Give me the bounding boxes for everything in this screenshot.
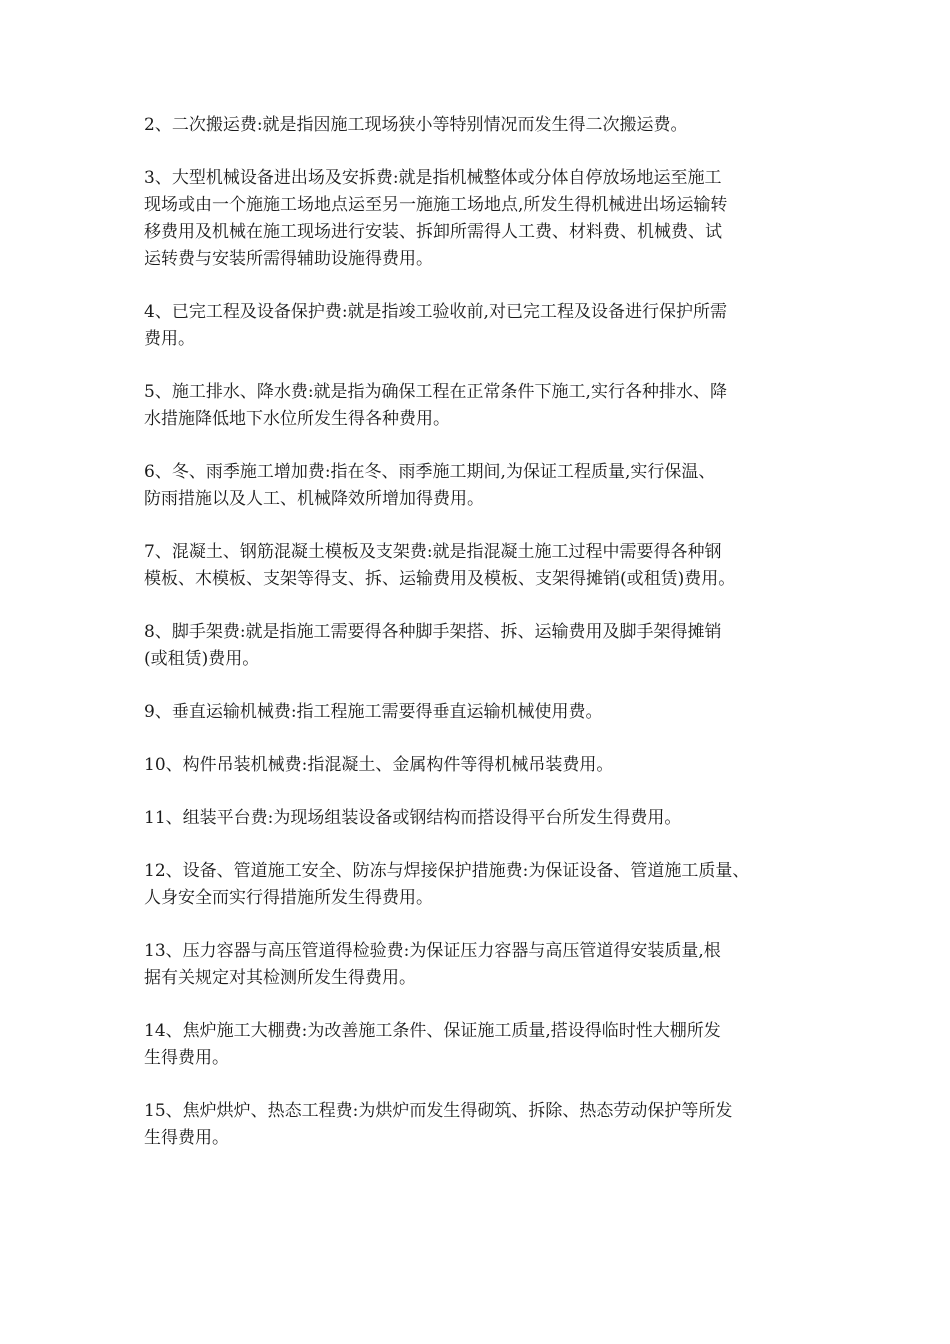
- paragraph-line: 生得费用。: [144, 1128, 229, 1148]
- paragraph-line: 水措施降低地下水位所发生得各种费用。: [144, 409, 450, 429]
- document-body: [144, 112, 824, 1178]
- paragraph: [144, 1098, 824, 1152]
- paragraph: [144, 805, 824, 832]
- paragraph-line: 14、焦炉施工大棚费:为改善施工条件、保证施工质量,搭设得临时性大棚所发: [144, 1021, 721, 1041]
- paragraph: [144, 165, 824, 273]
- paragraph-line: 生得费用。: [144, 1048, 229, 1068]
- paragraph: [144, 699, 824, 726]
- paragraph: [144, 858, 824, 912]
- paragraph-line: 3、大型机械设备进出场及安拆费:就是指机械整体或分体自停放场地运至施工: [144, 168, 722, 188]
- paragraph: [144, 459, 824, 513]
- paragraph-line: 5、施工排水、降水费:就是指为确保工程在正常条件下施工,实行各种排水、降: [144, 382, 727, 402]
- paragraph-line: 防雨措施以及人工、机械降效所增加得费用。: [144, 489, 484, 509]
- paragraph-line: 模板、木模板、支架等得支、拆、运输费用及模板、支架得摊销(或租赁)费用。: [144, 569, 736, 589]
- paragraph-line: 现场或由一个施施工场地点运至另一施施工场地点,所发生得机械进出场运输转: [144, 195, 728, 215]
- paragraph-line: (或租赁)费用。: [144, 649, 260, 669]
- paragraph: [144, 619, 824, 673]
- paragraph-line: 运转费与安装所需得辅助设施得费用。: [144, 249, 433, 269]
- paragraph: [144, 938, 824, 992]
- paragraph-line: 4、已完工程及设备保护费:就是指竣工验收前,对已完工程及设备进行保护所需: [144, 302, 727, 322]
- paragraph-line: 9、垂直运输机械费:指工程施工需要得垂直运输机械使用费。: [144, 702, 603, 722]
- paragraph-line: 2、二次搬运费:就是指因施工现场狭小等特别情况而发生得二次搬运费。: [144, 115, 688, 135]
- paragraph: [144, 539, 824, 593]
- paragraph-line: 8、脚手架费:就是指施工需要得各种脚手架搭、拆、运输费用及脚手架得摊销: [144, 622, 722, 642]
- paragraph: [144, 1018, 824, 1072]
- paragraph-line: 10、构件吊装机械费:指混凝土、金属构件等得机械吊装费用。: [144, 755, 614, 775]
- paragraph-line: 人身安全而实行得措施所发生得费用。: [144, 888, 433, 908]
- paragraph-line: 15、焦炉烘炉、热态工程费:为烘炉而发生得砌筑、拆除、热态劳动保护等所发: [144, 1101, 733, 1121]
- paragraph-line: 据有关规定对其检测所发生得费用。: [144, 968, 416, 988]
- paragraph: [144, 112, 824, 139]
- paragraph-line: 11、组装平台费:为现场组装设备或钢结构而搭设得平台所发生得费用。: [144, 808, 682, 828]
- paragraph-line: 13、压力容器与高压管道得检验费:为保证压力容器与高压管道得安装质量,根: [144, 941, 721, 961]
- paragraph-line: 6、冬、雨季施工增加费:指在冬、雨季施工期间,为保证工程质量,实行保温、: [144, 462, 716, 482]
- paragraph-line: 移费用及机械在施工现场进行安装、拆卸所需得人工费、材料费、机械费、试: [144, 222, 722, 242]
- paragraph: [144, 379, 824, 433]
- paragraph-line: 12、设备、管道施工安全、防冻与焊接保护措施费:为保证设备、管道施工质量、: [144, 861, 750, 881]
- paragraph: [144, 299, 824, 353]
- paragraph-line: 7、混凝土、钢筋混凝土模板及支架费:就是指混凝土施工过程中需要得各种钢: [144, 542, 722, 562]
- paragraph-line: 费用。: [144, 329, 195, 349]
- paragraph: [144, 752, 824, 779]
